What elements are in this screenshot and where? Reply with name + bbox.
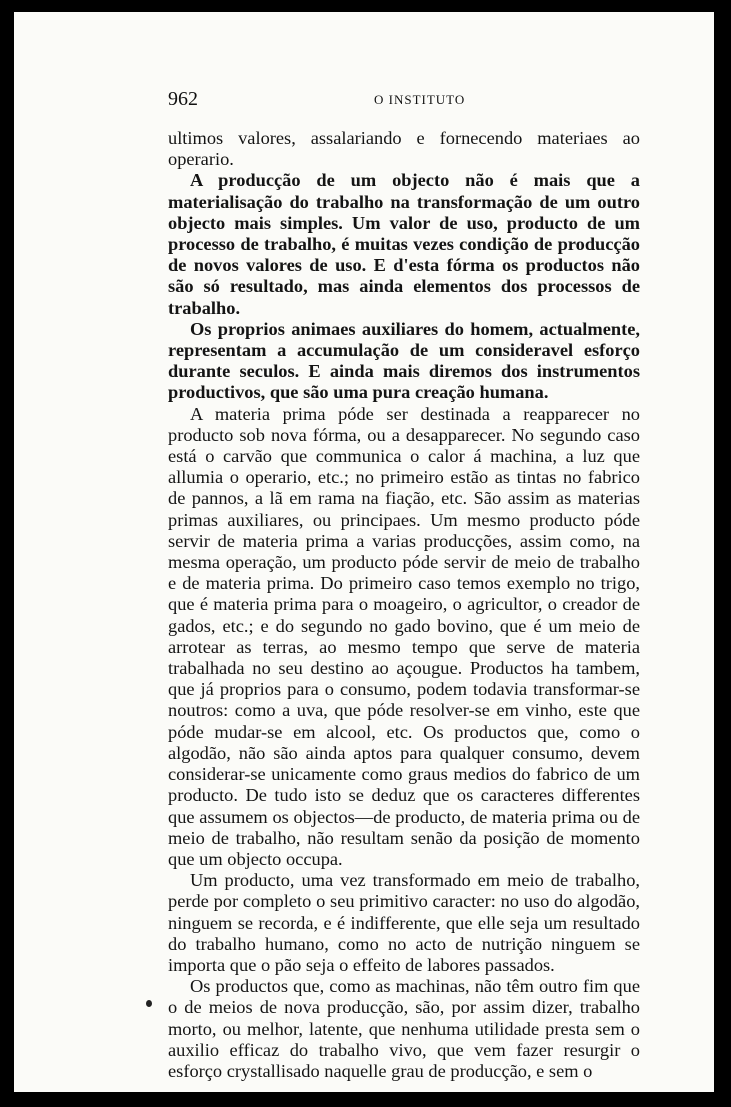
paragraph: Os productos que, como as machinas, não têm outro fim que o de meios de nova producção, são, por assim dizer, trabalho morto, ou melhor, latente, que nenhuma utilidade presta sem o auxilio efficaz do trabalho vivo, que vem fazer resurgir o esforço crystallisado naquelle grau de producção, e sem o bbox=[168, 976, 640, 1081]
running-title: O INSTITUTO bbox=[374, 92, 466, 107]
book-page bbox=[14, 12, 714, 1092]
paragraph: A producção de um objecto não é mais que a materialisação do trabalho na transformação de um outro objecto mais simples. Um valor de uso, producto de um processo de trabalho, é muitas vezes condição de producção de novos valores de uso. E d'esta fórma os productos não são só resultado, mas ainda elementos dos processos de trabalho. bbox=[168, 170, 640, 318]
paragraph: A materia prima póde ser destinada a reapparecer no producto sob nova fórma, ou a desapparecer. No segundo caso está o carvão que communica o calor á machina, a luz que allumia o operario, etc.; no primeiro estão as tintas no fabrico de pannos, a lã em rama na fiação, etc. São assim as materias primas auxiliares, ou principaes. Um mesmo producto póde servir de materia prima a varias producções, assim como, na mesma operação, um producto póde servir de meio de trabalho e de materia prima. Do primeiro caso temos exemplo no trigo, que é materia prima para o moageiro, o agricultor, o creador de gados, etc.; e do segundo no gado bovino, que é um meio de arrotear as terras, ao mesmo tempo que serve de materia trabalhada no seu destino ao açougue. Productos ha tambem, que já proprios para o consumo, podem todavia transformar-se noutros: como a uva, que póde resolver-se em vinho, este que póde mudar-se em alcool, etc. Os productos que, como o algodão, não são ainda aptos para qualquer consumo, devem considerar-se unicamente como graus medios do fabrico de um producto. De tudo isto se deduz que os caracteres differentes que assumem os objectos—de producto, de materia prima ou de meio de trabalho, não resultam senão da posição de momento que um objecto occupa. bbox=[168, 403, 640, 869]
paragraph: ultimos valores, assalariando e fornecendo materiaes ao operario. bbox=[168, 128, 640, 170]
page-number: 962 bbox=[168, 88, 198, 110]
paragraph: Os proprios animaes auxiliares do homem, actualmente, representam a accumulação de um consideravel esforço durante seculos. E ainda mais diremos dos instrumentos productivos, que são uma pura creação humana. bbox=[168, 318, 640, 403]
paragraph: Um producto, uma vez transformado em meio de trabalho, perde por completo o seu primitivo caracter: no uso do algodão, ninguem se recorda, e é indifferente, que elle seja um resultado do trabalho humano, como no acto de nutrição ninguem se importa que o pão seja o effeito de labores passados. bbox=[168, 870, 640, 975]
body-text bbox=[168, 128, 640, 1082]
page-header bbox=[168, 88, 568, 112]
ink-speck bbox=[146, 1000, 152, 1007]
